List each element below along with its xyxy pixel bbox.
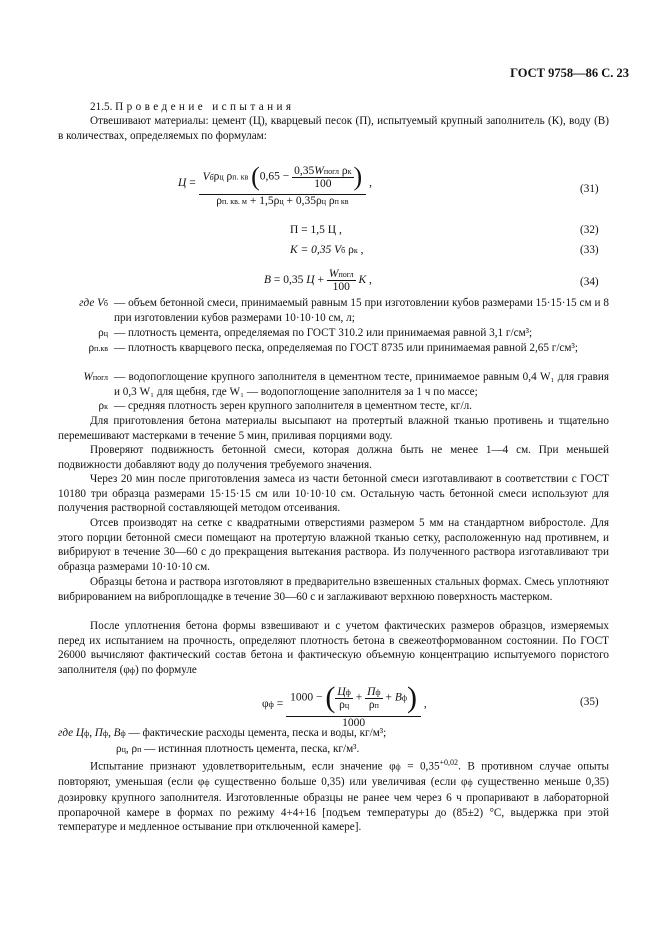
equation-35-number: (35) xyxy=(580,696,599,708)
section-number: 21.5. xyxy=(90,101,113,113)
paragraph-sieving: Отсев производят на сетке с квадратными отверстиями размером 5 мм на стандартном вибростоле. Для этого порции бетонной смеси помещают на протертую влажной тканью сетку, расположенную над противнем, и вибрируют в течение 30—60 с до прекращения вытекания раствора. Из полученного раствора изготавливают три образца размерами 10·10·10 см. xyxy=(58,517,609,573)
def-text-wpogl: — водопоглощение крупного заполнителя в цементном тесте, принимаемое равным 0,4 W₁ для гравия и 0,3 W₁ для щебня, где W₁ — водопоглощение заполнителя за 1 ч по массе; xyxy=(114,371,609,398)
def-text-vb: — объем бетонной смеси, принимаемый равным 15 при изготовлении кубов размерами 15·15·15 см и 8 при изготовлении кубов размерами 10·10·10 см, л; xyxy=(114,297,609,324)
def-symbol-wpogl: Wпогл xyxy=(83,371,108,383)
paragraph-samples: Через 20 мин после приготовления замеса из части бетонной смеси изготавливают в соответствии с ГОСТ 10180 три образца размерами 15·15·15 см или 10·10·10 см. Остальную часть бетонной смеси используют для получения растворной составляющей методом отсеивания. xyxy=(58,473,609,515)
section-title: Проведение испытания xyxy=(115,101,295,113)
equation-35: φф = 1000 − ( $\frac{Цф}{\rho ц}$ + $\frac{Пф}{\rho п}$ + Вф) 1000 , xyxy=(262,681,427,729)
page-header: ГОСТ 9758—86 С. 23 xyxy=(510,66,629,80)
def-text-rho-c: — плотность цемента, определяемая по ГОСТ 310.2 или принимаемая равной 3,1 г/см³; xyxy=(114,327,533,339)
equation-33: К = 0,35 Vб ρк , xyxy=(290,244,364,256)
def2-line-1: где Цф, Пф, Вф — фактические расходы цемента, песка и воды, кг/м³; xyxy=(58,727,387,739)
def-symbol-rho-c: ρц xyxy=(98,327,108,339)
definitions-list-2 xyxy=(58,726,609,757)
paragraph-mixing: Для приготовления бетона материалы высыпают на протертый влажной тканью противень и тщательно перемешивают мастерками в течение 5 мин, приливая порциями воду. xyxy=(58,415,609,442)
equation-31: Ц = Vбρц ρп. кв (0,65 − $\frac{\text{0,35Wпогл ρк}}{100}$ ) ρп. кв. м + 1,5ρц + 0,35ρц ρп кв , xyxy=(178,162,372,207)
def-text-rho-pkv: — плотность кварцевого песка, определяемая по ГОСТ 8735 или принимаемая равной 2,65 г/см³; xyxy=(114,342,578,354)
equation-32-number: (32) xyxy=(580,224,599,236)
def-symbol-rho-pkv: ρп.кв xyxy=(88,342,108,354)
equation-34: В = 0,35 Ц + $\frac{\text{Wпогл}}{100}$ К , xyxy=(264,268,372,293)
equation-32: П = 1,5 Ц , xyxy=(290,224,342,236)
def2-line-2: ρц, ρп — истинная плотность цемента, песка, кг/м³. xyxy=(116,742,360,755)
section-heading xyxy=(58,100,609,115)
def-text-rho-k: — средняя плотность зерен крупного заполнителя в цементном тесте, кг/л. xyxy=(114,400,472,412)
def-symbol-rho-k: ρк xyxy=(98,400,108,412)
paragraph-density: После уплотнения бетона формы взвешивают и с учетом фактических размеров образцов, измеряемых перед их испытанием на прочность, определяют плотность бетона в свежеотформованном состоянии. По ГОСТ 26000 вычисляют фактический состав бетона и фактическую объемную концентрацию испытуемого пористого заполнителя (φф) по формуле xyxy=(58,620,609,676)
def-symbol-vb: где Vб xyxy=(79,297,108,309)
paragraph-intro: Отвешивают материалы: цемент (Ц), кварцевый песок (П), испытуемый крупный заполнитель (К), воду (В) в количествах, определяемых по формулам: xyxy=(58,115,609,142)
equation-34-number: (34) xyxy=(580,276,599,288)
equation-31-number: (31) xyxy=(580,183,599,195)
paragraph-evaluation: Испытание признают удовлетворительным, если значение $\varphi ф = 0,35^{+0,02}$. В противном случае опыты повторяют, уменьшая (если φф существенно больше 0,35) или увеличивая (если φф существенно меньше 0,35) дозировку крупного заполнителя. Изготовленные образцы не ранее чем через 6 ч пропаривают в лабораторной пропарочной камере в формах по режиму 4+4+16 [подъем температуры до (85±2) °С, выдержка при этой температуре и медленное остывание при отключенной камере]. xyxy=(58,758,609,834)
equation-33-number: (33) xyxy=(580,244,599,256)
definitions-list xyxy=(58,296,609,412)
paragraph-mobility: Проверяют подвижность бетонной смеси, которая должна быть не менее 1—4 см. При меньшей подвижности добавляют воду до получения требуемого значения. xyxy=(58,444,609,471)
paragraph-forms: Образцы бетона и раствора изготовляют в предварительно взвешенных стальных формах. Смесь уплотняют вибрированием на виброплощадке в течение 30—60 с и заглаживают верхнюю поверхность мастерком. xyxy=(58,576,609,603)
